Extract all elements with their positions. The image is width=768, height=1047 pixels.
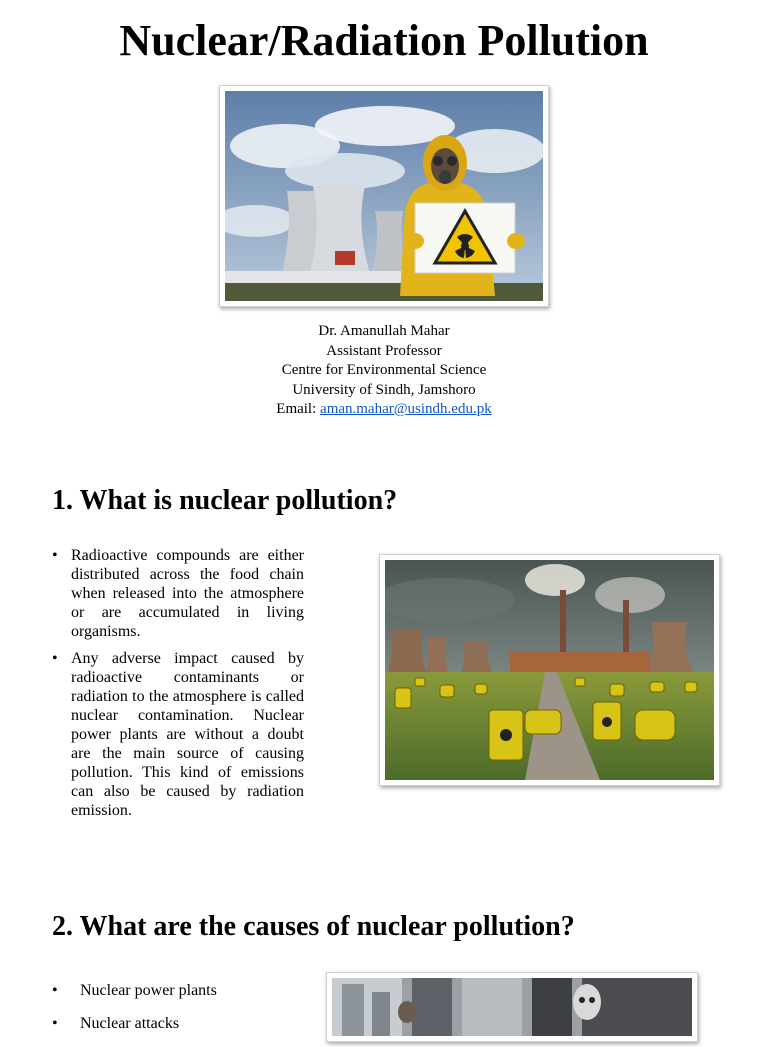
section-2-heading: 2. What are the causes of nuclear pollution? xyxy=(52,911,575,942)
email-label: Email: xyxy=(276,401,321,417)
author-name: Dr. Amanullah Mahar xyxy=(318,323,450,339)
bullet-text: Nuclear power plants xyxy=(80,982,217,999)
section-1-bullet-list xyxy=(52,546,304,828)
bullet-text: Radioactive compounds are either distributed across the food chain when released into the atmosphere or are accumulated in living organisms. xyxy=(71,547,304,640)
author-block xyxy=(0,322,768,420)
list-item xyxy=(52,546,304,641)
document-title: Nuclear/Radiation Pollution xyxy=(119,16,649,65)
bullet-symbol: • xyxy=(52,982,58,999)
author-university: University of Sindh, Jamshoro xyxy=(292,381,476,398)
section-1-heading: 1. What is nuclear pollution? xyxy=(52,485,398,516)
list-item xyxy=(52,649,304,820)
email-link[interactable]: aman.mahar@usindh.edu.pk xyxy=(320,401,492,417)
bullet-text: Any adverse impact caused by radioactive contaminants or radiation to the atmosphere is called nuclear contamination. Nuclear power plants are without a doubt are the main source of causing pollution. This kind of emissions can also be caused by radiation emission. xyxy=(71,650,304,819)
city-gas-mask-image xyxy=(326,972,698,1042)
bullet-symbol: • xyxy=(52,650,58,667)
author-position: Assistant Professor xyxy=(326,342,442,359)
bullet-text: Nuclear attacks xyxy=(80,1015,180,1032)
hazmat-person-image xyxy=(219,85,549,307)
bullet-symbol: • xyxy=(52,547,58,564)
section-2-bullet-list xyxy=(52,981,302,1047)
author-department: Centre for Environmental Science xyxy=(281,362,487,378)
bullet-symbol: • xyxy=(52,1015,58,1032)
author-email-line xyxy=(0,400,768,420)
nuclear-waste-barrels-image xyxy=(379,554,720,786)
list-item xyxy=(52,981,302,1000)
